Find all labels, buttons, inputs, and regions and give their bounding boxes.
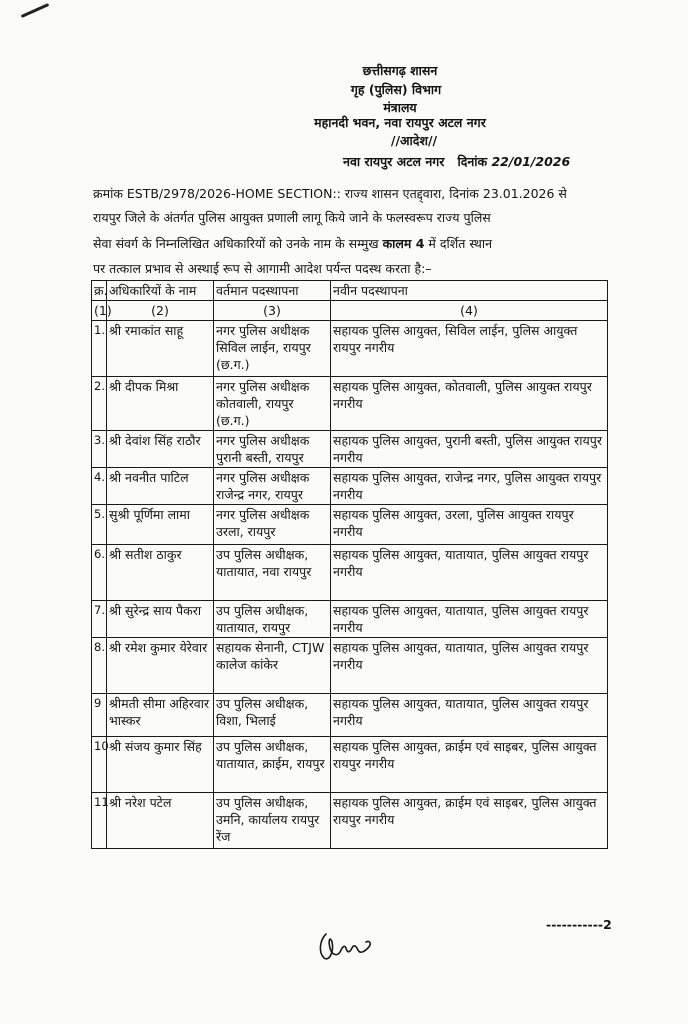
new-posting: सहायक पुलिस आयुक्त, यातायात, पुलिस आयुक्त रायपुर नगरीय: [331, 638, 608, 694]
current-posting: उप पुलिस अधीक्षक, उमनि, कार्यालय रायपुर रेंज: [214, 793, 331, 849]
officer-name: श्री सुरेन्द्र साय पैकरा: [107, 601, 214, 638]
table-row: [92, 638, 608, 694]
row-serial: 8.: [92, 638, 107, 694]
row-serial: 6.: [92, 545, 107, 601]
officer-name: सुश्री पूर्णिमा लामा: [107, 505, 214, 545]
officer-name: श्री दीपक मिश्रा: [107, 377, 214, 431]
new-posting: सहायक पुलिस आयुक्त, पुरानी बस्ती, पुलिस आयुक्त रायपुर नगरीय: [331, 431, 608, 468]
header-order-title: //आदेश//: [390, 133, 438, 148]
new-posting: सहायक पुलिस आयुक्त, यातायात, पुलिस आयुक्त रायपुर नगरीय: [331, 601, 608, 638]
postings-table: [91, 280, 608, 849]
body-line-3: पर तत्काल प्रभाव से अस्थाई रूप से आगामी आदेश पर्यन्त पदस्थ करता है:–: [93, 261, 432, 276]
officer-name: श्री सतीश ठाकुर: [107, 545, 214, 601]
table-row: [92, 694, 608, 737]
col-number-1: (1): [92, 301, 107, 321]
current-posting: उप पुलिस अधीक्षक, यातायात, रायपुर: [214, 601, 331, 638]
officer-name: श्रीमती सीमा अहिरवार भास्कर: [107, 694, 214, 737]
column-number-row: [92, 301, 608, 321]
officer-name: श्री रमेश कुमार येरेवार: [107, 638, 214, 694]
table-row: [92, 545, 608, 601]
new-posting: सहायक पुलिस आयुक्त, कोतवाली, पुलिस आयुक्त रायपुर नगरीय: [331, 377, 608, 431]
row-serial: 1.: [92, 321, 107, 377]
body-line-2-text: सेवा संवर्ग के निम्नलिखित अधिकारियों को उनके नाम के सम्मुख: [93, 236, 379, 251]
current-posting: नगर पुलिस अधीक्षक उरला, रायपुर: [214, 505, 331, 545]
col-number-2: (2): [107, 301, 214, 321]
header-serial: क्र.: [92, 281, 107, 301]
current-posting: सहायक सेनानी, CTJW कालेज कांकेर: [214, 638, 331, 694]
row-serial: 11: [92, 793, 107, 849]
current-posting: नगर पुलिस अधीक्षक सिविल लाईन, रायपुर (छ.ग.): [214, 321, 331, 377]
header-state: छत्तीसगढ़ शासन: [362, 63, 438, 78]
header-officer-name: अधिकारियों के नाम: [107, 281, 214, 301]
table-header-row: [92, 281, 608, 301]
officer-name: श्री रमाकांत साहू: [107, 321, 214, 377]
officer-name: श्री नरेश पटेल: [107, 793, 214, 849]
body-line-2-end: में दर्शित स्थान: [428, 236, 493, 251]
pen-dash-mark: [21, 3, 50, 18]
header-address: महानदी भवन, नवा रायपुर अटल नगर: [314, 115, 486, 130]
row-serial: 3.: [92, 431, 107, 468]
signature: [316, 926, 380, 966]
col-number-3: (3): [214, 301, 331, 321]
row-serial: 10: [92, 737, 107, 793]
new-posting: सहायक पुलिस आयुक्त, यातायात, पुलिस आयुक्त रायपुर नगरीय: [331, 694, 608, 737]
new-posting: सहायक पुलिस आयुक्त, उरला, पुलिस आयुक्त रायपुर नगरीय: [331, 505, 608, 545]
date-line: [343, 153, 570, 170]
current-posting: नगर पुलिस अधीक्षक पुरानी बस्ती, रायपुर: [214, 431, 331, 468]
row-serial: 4.: [92, 468, 107, 505]
officer-name: श्री नवनीत पाटिल: [107, 468, 214, 505]
date-place: नवा रायपुर अटल नगर: [343, 154, 445, 169]
col-number-4: (4): [331, 301, 608, 321]
table-row: [92, 505, 608, 545]
row-serial: 7.: [92, 601, 107, 638]
page-continuation-marker: -----------2: [546, 917, 612, 932]
current-posting: उप पुलिस अधीक्षक, यातायात, क्राईम, रायपुर: [214, 737, 331, 793]
row-serial: 2.: [92, 377, 107, 431]
table-row: [92, 737, 608, 793]
header-department: गृह (पुलिस) विभाग: [350, 82, 442, 97]
table-row: [92, 321, 608, 377]
new-posting: सहायक पुलिस आयुक्त, सिविल लाईन, पुलिस आयुक्त रायपुर नगरीय: [331, 321, 608, 377]
table-row: [92, 793, 608, 849]
officer-name: श्री देवांश सिंह राठौर: [107, 431, 214, 468]
new-posting: सहायक पुलिस आयुक्त, राजेन्द्र नगर, पुलिस आयुक्त रायपुर नगरीय: [331, 468, 608, 505]
date-label: दिनांक: [457, 154, 488, 169]
current-posting: नगर पुलिस अधीक्षक राजेन्द्र नगर, रायपुर: [214, 468, 331, 505]
column-reference: कालम 4: [382, 236, 425, 251]
table-row: [92, 468, 608, 505]
officer-name: श्री संजय कुमार सिंह: [107, 737, 214, 793]
table-row: [92, 377, 608, 431]
row-serial: 5.: [92, 505, 107, 545]
new-posting: सहायक पुलिस आयुक्त, क्राईम एवं साइबर, पुलिस आयुक्त रायपुर नगरीय: [331, 737, 608, 793]
new-posting: सहायक पुलिस आयुक्त, यातायात, पुलिस आयुक्त रायपुर नगरीय: [331, 545, 608, 601]
header-new-posting: नवीन पदस्थापना: [331, 281, 608, 301]
reference-line: क्रमांक ESTB/2978/2026-HOME SECTION:: राज्य शासन एतद्द्वारा, दिनांक 23.01.2026 से: [93, 186, 567, 201]
order-date: 22/01/2026: [491, 154, 571, 169]
row-serial: 9: [92, 694, 107, 737]
body-line-2: [93, 235, 492, 252]
table-row: [92, 601, 608, 638]
new-posting: सहायक पुलिस आयुक्त, क्राईम एवं साइबर, पुलिस आयुक्त रायपुर नगरीय: [331, 793, 608, 849]
header-ministry: मंत्रालय: [383, 100, 417, 115]
current-posting: उप पुलिस अधीक्षक, विशा, भिलाई: [214, 694, 331, 737]
current-posting: नगर पुलिस अधीक्षक कोतवाली, रायपुर (छ.ग.): [214, 377, 331, 431]
current-posting: उप पुलिस अधीक्षक, यातायात, नवा रायपुर: [214, 545, 331, 601]
header-current-posting: वर्तमान पदस्थापना: [214, 281, 331, 301]
body-line-1: रायपुर जिले के अंतर्गत पुलिस आयुक्त प्रणाली लागू किये जाने के फलस्वरूप राज्य पुलिस: [93, 210, 491, 225]
table-row: [92, 431, 608, 468]
